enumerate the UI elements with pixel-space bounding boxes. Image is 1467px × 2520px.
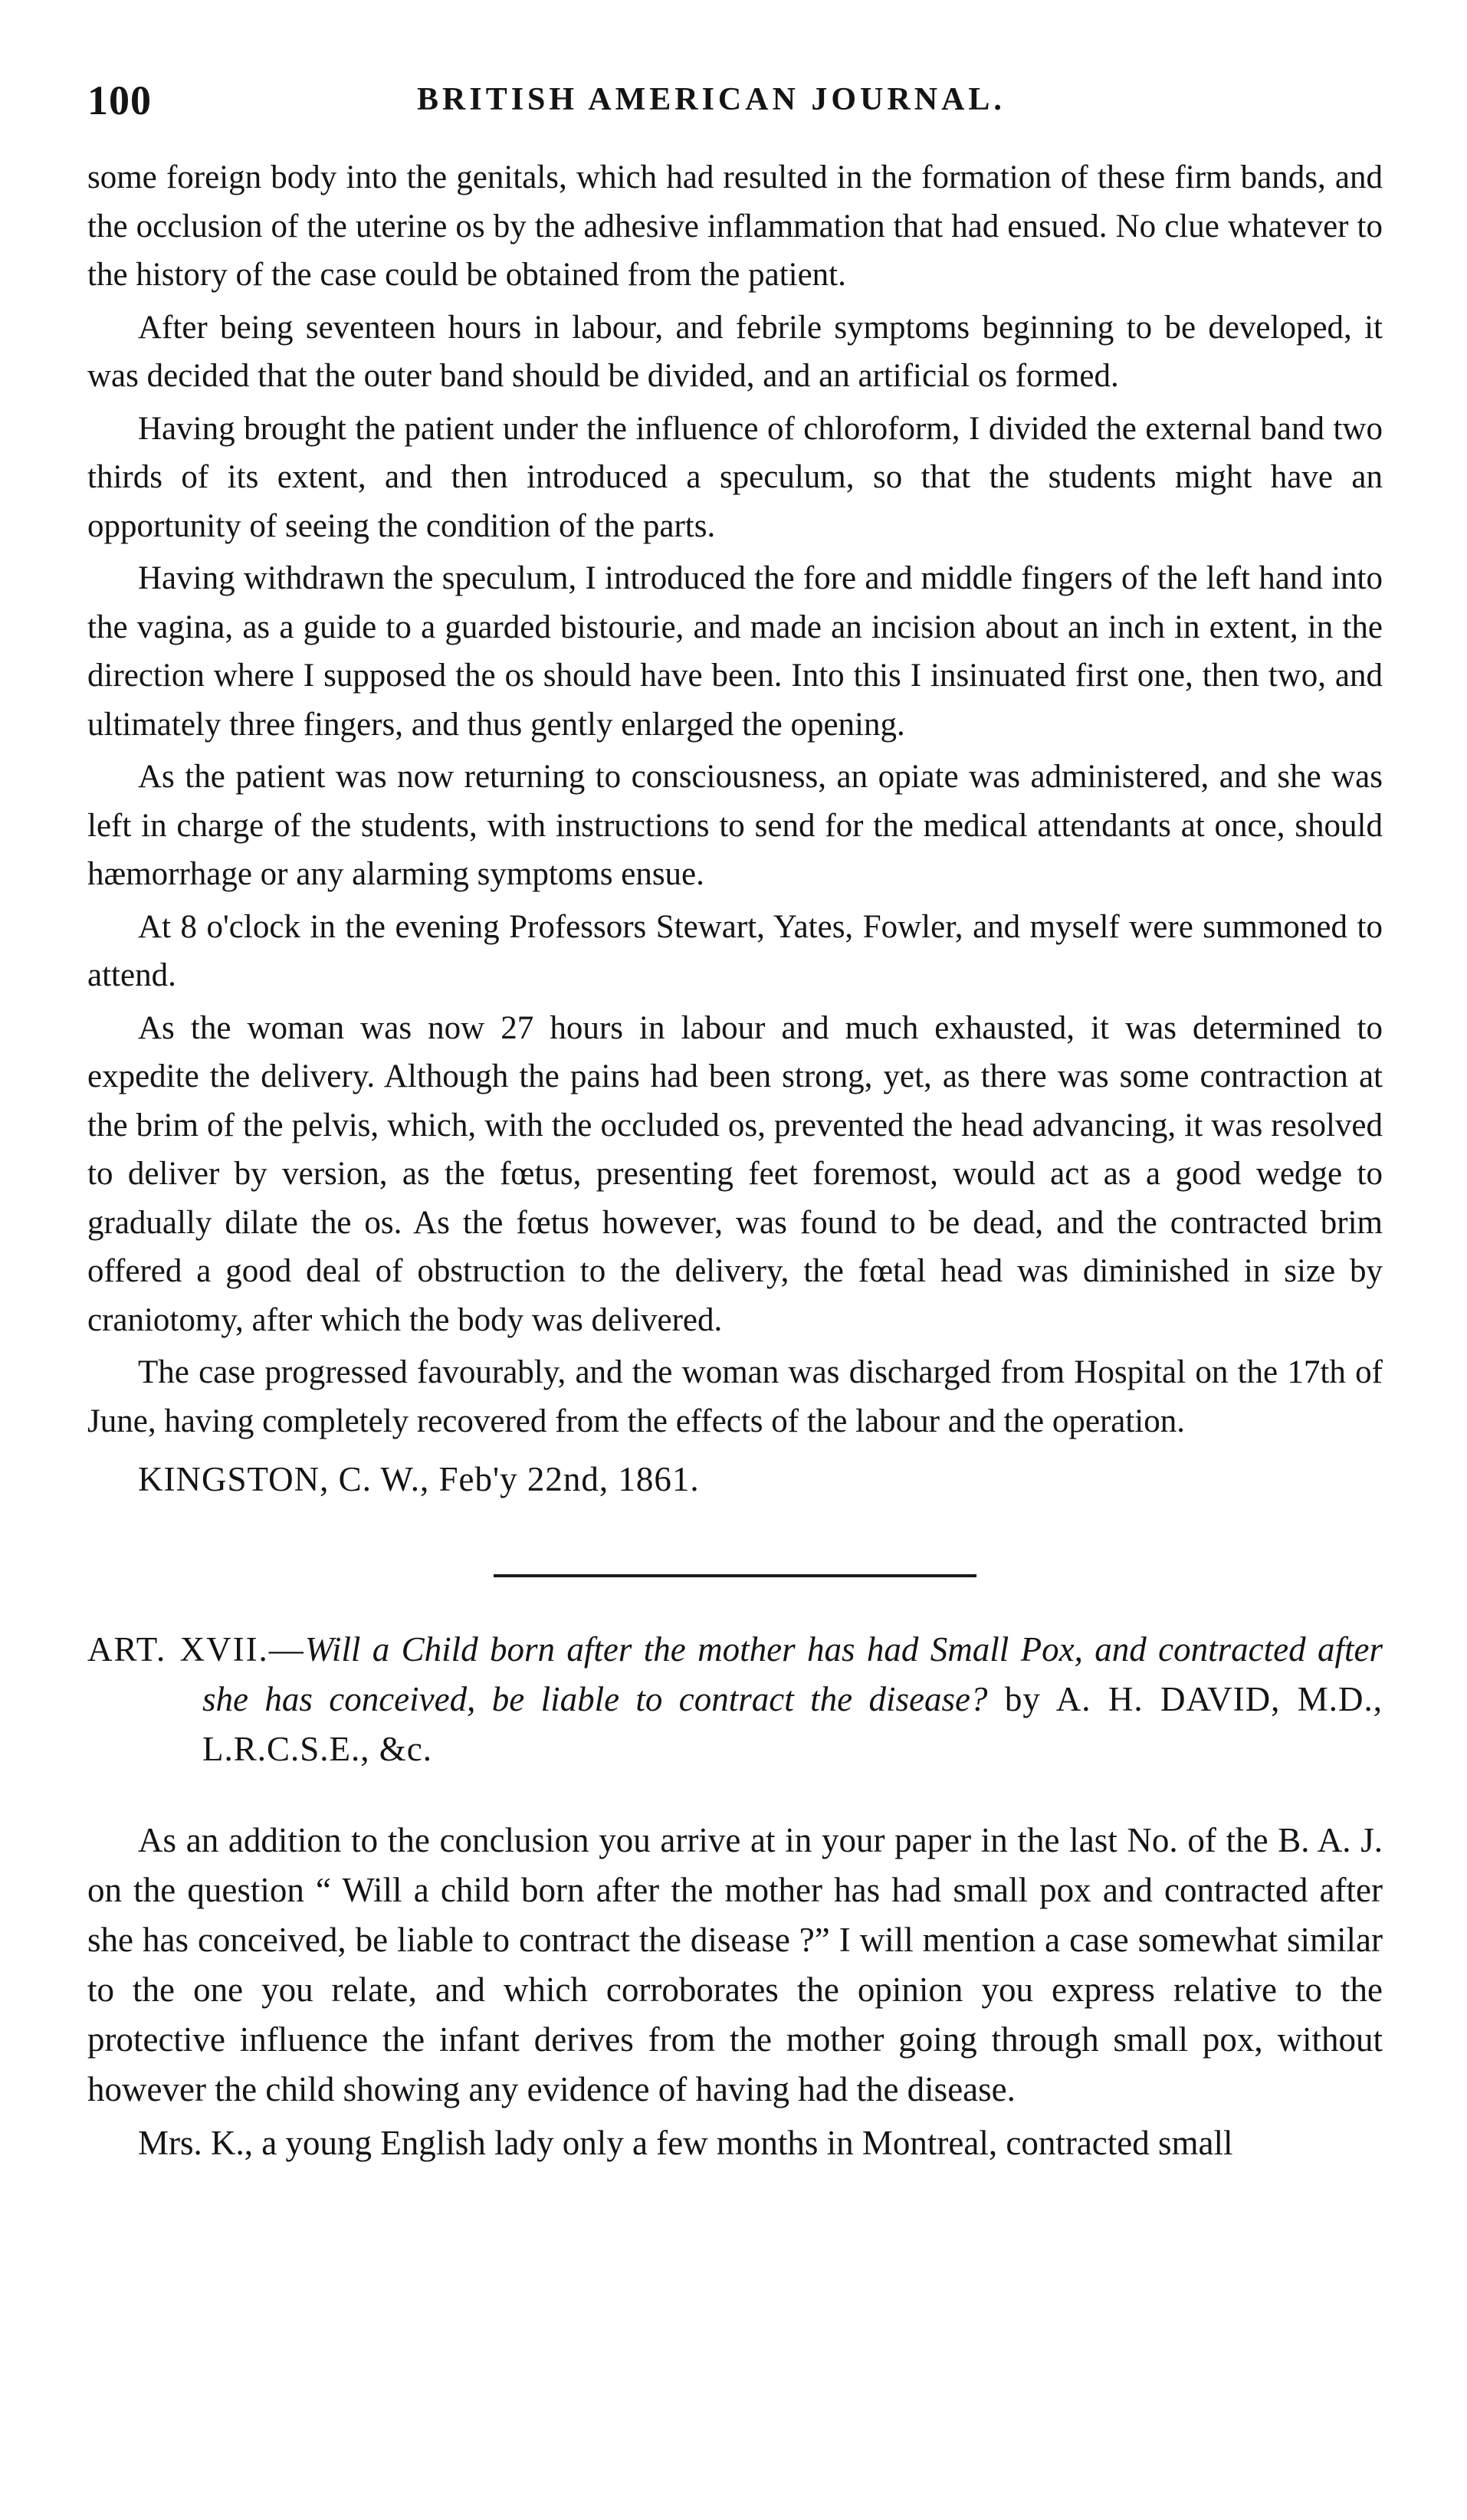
article-body — [87, 1816, 1383, 2168]
page-header — [87, 77, 1383, 130]
section-divider — [494, 1574, 976, 1577]
article-heading — [87, 1625, 1383, 1774]
paragraph: The case progressed favourably, and the woman was discharged from Hospital on the 17th of June, having completely recovered from the effects of the labour and the operation. — [87, 1354, 1383, 1439]
paragraph: As the patient was now returning to consciousness, an opiate was administered, and she was left in charge of the students, with instructions to send for the medical attendants at once, should hæmorrhage or any alarming symptoms ensue. — [87, 759, 1383, 892]
article-number: ART. XVII.— — [87, 1630, 305, 1669]
article-byline: by A. H. DAVID, M.D., L.R.C.S.E., &c. — [202, 1680, 1383, 1768]
article-title: Will a Child born after the mother has had Small Pox, and contracted after she has conceived, be liable to contract the disease? — [202, 1630, 1383, 1718]
body-text — [87, 153, 1383, 2168]
paragraph: After being seventeen hours in labour, and febrile symptoms beginning to be developed, it was decided that the outer band should be divided, and an artificial os formed. — [87, 309, 1383, 394]
paragraph: some foreign body into the genitals, which had resulted in the formation of these firm bands, and the occlusion of the uterine os by the adhesive inflammation that had ensued. No clue whatever to the history of the case could be obtained from the patient. — [87, 159, 1383, 293]
page-number: 100 — [87, 77, 152, 123]
paragraph: Having brought the patient under the influence of chloroform, I divided the external band two thirds of its extent, and then introduced a speculum, so that the students might have an opportunity of seeing the condition of the parts. — [87, 410, 1383, 544]
place-date-signoff: KINGSTON, C. W., Feb'y 22nd, 1861. — [138, 1460, 700, 1498]
paragraph: As an addition to the conclusion you arrive at in your paper in the last No. of the B. A. J. on the question “ Will a child born after the mother has had small pox and contracted after she has conceived, be liable to contract the disease ?” I will mention a case somewhat similar to the one you relate, and which corroborates the opinion you express relative to the protective influence the infant derives from the mother going through small pox, without however the child showing any evidence of having had the disease. — [87, 1821, 1383, 2108]
paragraph: As the woman was now 27 hours in labour and much exhausted, it was determined to expedite the delivery. Although the pains had been strong, yet, as there was some contraction at the brim of the pelvis, which, with the occluded os, prevented the head advancing, it was resolved to deliver by version, as the fœtus, presenting feet foremost, would act as a good wedge to gradually dilate the os. As the fœtus however, was found to be dead, and the contracted brim offered a good deal of obstruction to the delivery, the fœtal head was diminished in size by craniotomy, after which the body was delivered. — [87, 1009, 1383, 1338]
paragraph: Having withdrawn the speculum, I introduced the fore and middle fingers of the left hand into the vagina, as a guide to a guarded bistourie, and made an incision about an inch in extent, in the direction where I supposed the os should have been. Into this I insinuated first one, then two, and ultimately three fingers, and thus gently enlarged the opening. — [87, 560, 1383, 743]
paragraph: At 8 o'clock in the evening Professors Stewart, Yates, Fowler, and myself were summoned to attend. — [87, 908, 1383, 993]
running-head: BRITISH AMERICAN JOURNAL. — [417, 82, 1006, 117]
paragraph: Mrs. K., a young English lady only a few months in Montreal, contracted small — [138, 2124, 1233, 2162]
